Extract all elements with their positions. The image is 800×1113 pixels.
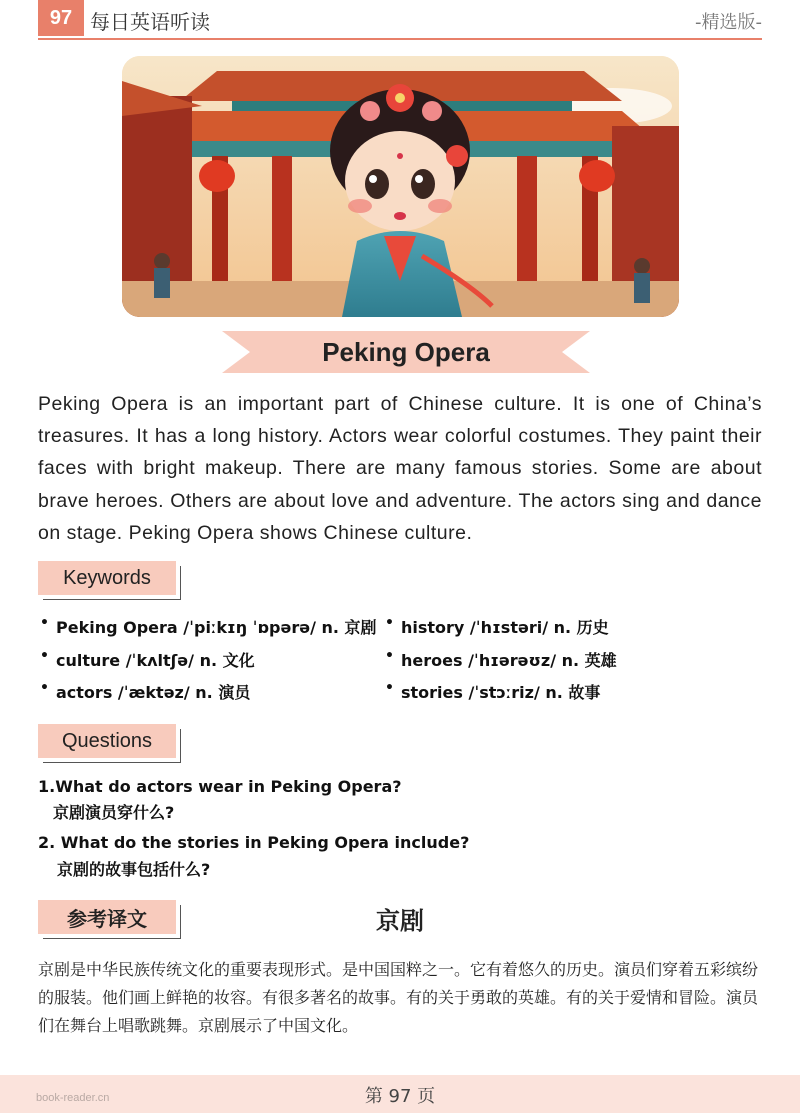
keyword-item: • heroes /ˈhɪərəʊz/ n. 英雄: [385, 647, 617, 670]
keyword-item: • Peking Opera /ˈpiːkɪŋ ˈɒpərə/ n. 京剧: [40, 615, 377, 637]
keyword-item: • culture /ˈkʌltʃə/ n. 文化: [40, 647, 255, 670]
keywords-label: Keywords: [38, 561, 176, 595]
keyword-item: • actors /ˈæktəz/ n. 演员: [40, 680, 251, 702]
article-title-ribbon: [222, 331, 590, 373]
article-passage: Peking Opera is an important part of Chinese culture. It is one of China’s treasures. It has a long history. Actors wear colorful costumes. They paint their faces with bright makeup. There are many famous stories. Some are about brave heroes. Others are about love and adventure. The actors sing and dance on stage. Peking Opera shows Chinese culture.: [38, 393, 762, 544]
question-1-zh: 京剧演员穿什么?: [53, 803, 175, 822]
header-divider: [38, 38, 762, 40]
translation-title: 京剧: [376, 906, 424, 935]
translation-body: 京剧是中华民族传统文化的重要表现形式。是中国国粹之一。它有着悠久的历史。演员们穿着五彩缤纷的服装。他们画上鲜艳的妆容。有很多著名的故事。有的关于勇敢的英雄。有的关于爱情和冒险。演员们在舞台上唱歌跳舞。京剧展示了中国文化。: [38, 960, 759, 1035]
page-header: [38, 0, 762, 40]
page-number: 第 97 页: [364, 1086, 436, 1107]
question-2-en: 2. What do the stories in Peking Opera include?: [38, 833, 470, 852]
question-1-en: 1.What do actors wear in Peking Opera?: [38, 777, 402, 796]
source-watermark: book-reader.cn: [36, 1092, 110, 1104]
translation-label: 参考译文: [38, 900, 176, 934]
keywords-column-left: [40, 615, 377, 713]
series-title: 每日英语听读: [90, 10, 210, 34]
lesson-number-badge: 97: [38, 0, 84, 36]
keyword-item: • stories /ˈstɔːriz/ n. 故事: [385, 680, 601, 702]
keywords-column-right: [385, 615, 617, 713]
questions-label: Questions: [38, 724, 176, 758]
question-2-zh: 京剧的故事包括什么?: [57, 860, 211, 879]
edition-label: -精选版-: [695, 12, 762, 33]
page-footer: [0, 1075, 800, 1113]
keyword-item: • history /ˈhɪstəri/ n. 历史: [385, 615, 609, 637]
peking-opera-illustration: [122, 56, 679, 317]
article-title: Peking Opera: [322, 336, 490, 367]
